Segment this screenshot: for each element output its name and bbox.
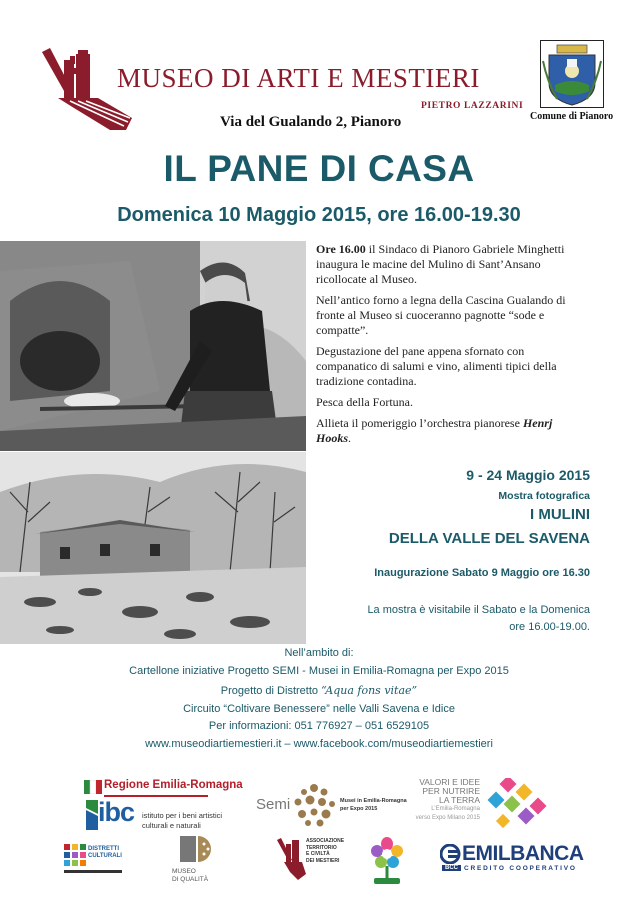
expo-valori-logo [406,778,556,834]
museo-qualita-icon [180,836,216,862]
semi-seeds-icon [292,782,336,828]
emilbanca-wordmark: EMILBANCA [462,842,584,865]
exhibition-title-line1: I MULINI [530,506,590,523]
regione-flag-icon [84,780,102,794]
museo-qualita-line2: DI QUALITÀ [172,876,209,883]
event-date: Domenica 10 Maggio 2015, ore 16.00-19.30 [117,204,521,226]
photo-mill-pond [0,452,306,644]
ibc-mark-icon [84,800,98,830]
program-music-text: Allieta il pomeriggio l’orchestra pianorese [316,416,523,430]
emilbanca-bcc: BCC [442,865,461,871]
program-band-name: Henrj Hooks [316,416,553,445]
exhibition-type: Mostra fotografica [498,490,590,502]
valori-line3: LA TERRA [439,795,480,805]
ibc-text-line2: culturali e naturali [142,821,201,830]
distretti-logo [64,842,122,882]
program-opening-text: il Sindaco di Pianoro Gabriele Minghetti inaugura le macine del Mulino di Sant’Ansano ricollocate al Museo. [316,242,565,286]
museum-address: Via del Gualando 2, Pianoro [220,114,402,130]
emilbanca-mark-icon [440,844,462,864]
semi-text-line1: Musei in Emilia-Romagna [340,798,407,804]
valori-line1: VALORI E IDEE [419,777,480,787]
valori-line4: L’Emilia-Romagna [431,806,480,812]
circuito-text: Circuito “Coltivare Benessere” nelle Valli Savena e Idice [183,703,455,715]
ibc-wordmark: ibc [98,797,135,827]
exhibition-inauguration: Inaugurazione Sabato 9 Maggio ore 16.30 [374,567,590,579]
comune-crest-icon [540,40,604,108]
event-title: IL PANE DI CASA [163,148,475,189]
distretti-line2: CULTURALI [88,853,122,859]
exhibition-visit-hours [330,602,590,636]
museo-qualita-line1: MUSEO [172,868,196,875]
cartellone-text: Cartellone iniziative Progetto SEMI - Musei in Emilia-Romagna per Expo 2015 [129,665,509,677]
photo-woman-bread-oven [0,241,306,451]
semi-text-line2: per Expo 2015 [340,806,378,812]
coltivare-benessere-flower-icon [370,836,404,886]
website-links[interactable]: www.museodiartiemestieri.it – www.facebook.com/museodiartiemestieri [145,738,493,750]
museo-qualita-logo [172,836,228,890]
associazione-mark-icon [276,836,306,880]
associazione-line3: E CIVILTÀ [306,851,330,857]
regione-name: Regione Emilia-Romagna [104,779,243,791]
progetto-label: Progetto di Distretto [220,685,322,697]
valori-line2: PER NUTRIRE [422,786,480,796]
valori-line5: verso Expo Milano 2015 [415,815,480,821]
program-tasting: Degustazione del pane appena sfornato con companatico di salumi e vino, alimenti tipici della tradizione contadina. [316,344,557,388]
exhibition-dates: 9 - 24 Maggio 2015 [466,467,590,483]
museum-subtitle: PIETRO LAZZARINI [421,101,524,111]
context-label: Nell’ambito di: [284,647,354,659]
progetto-text [0,684,638,697]
museum-name: MUSEO DI ARTI E MESTIERI [117,63,480,93]
ibc-logo [84,797,223,834]
event-program [316,242,580,452]
program-opening-time: Ore 16.00 [316,242,366,256]
program-opening [316,242,580,287]
associazione-line4: DEI MESTIERI [306,857,340,864]
emilbanca-logo [440,842,584,874]
associazione-logo [276,836,356,890]
program-music [316,416,580,446]
program-music-end: . [348,431,352,445]
associazione-line1: ASSOCIAZIONE [306,838,345,844]
exhibition-title-line2: DELLA VALLE DEL SAVENA [388,530,590,547]
exhibition-visit-days: La mostra è visitabile il Sabato e la Domenica [367,604,590,616]
semi-logo [256,782,407,828]
regione-logo [84,778,243,798]
distretti-line1: DISTRETTI [88,846,119,852]
expo-mosaic-icon [482,778,554,834]
associazione-line2: TERRITORIO [306,844,337,851]
emilbanca-subtitle: CREDITO COOPERATIVO [464,865,577,872]
contact-phone: Per informazioni: 051 776927 – 051 6529105 [208,720,430,732]
distretti-grid-icon [64,844,86,866]
semi-wordmark: Semi [256,796,291,813]
exhibition-visit-time: ore 16.00-19.00. [509,621,590,633]
program-lottery: Pesca della Fortuna. [316,395,413,409]
progetto-name: “Aqua fons vitae” [321,684,418,697]
ibc-text-line1: istituto per i beni artistici [142,811,223,820]
program-oven: Nell’antico forno a legna della Cascina Gualando di fronte al Museo si cuoceranno pagnotte “sode e compatte”. [316,293,566,337]
comune-label: Comune di Pianoro [530,111,614,122]
